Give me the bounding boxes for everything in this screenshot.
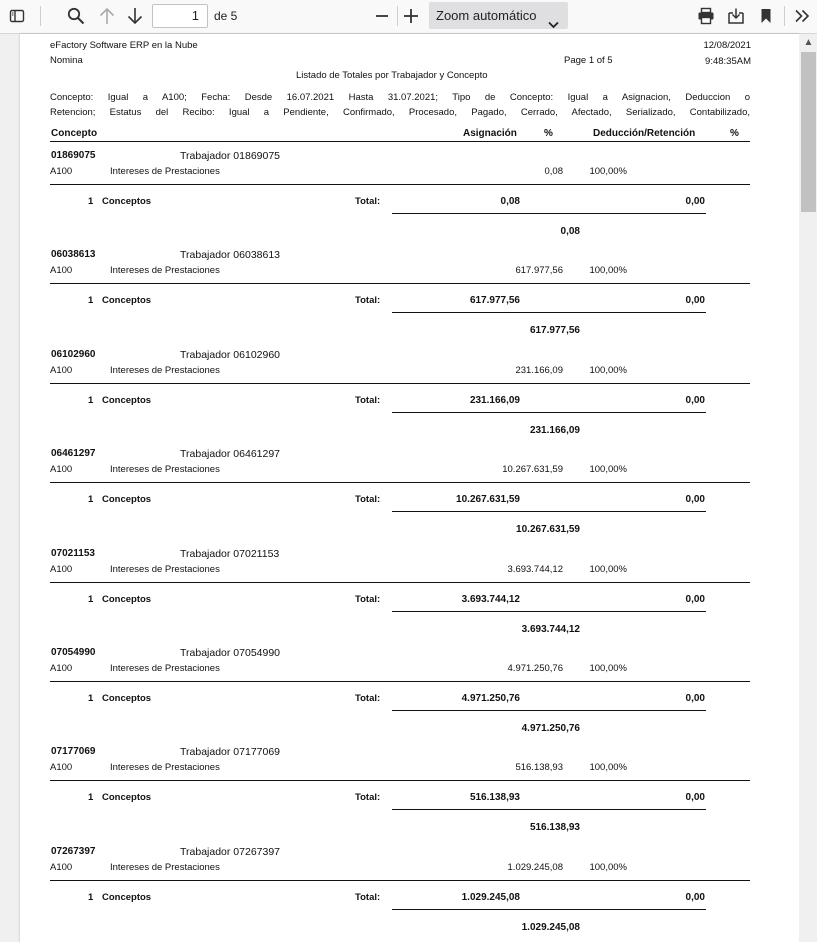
scrollbar-thumb[interactable]: [801, 52, 816, 212]
total-deduccion: 0,00: [685, 594, 705, 605]
worker-name: Trabajador 07021153: [180, 548, 280, 560]
pdf-page: [20, 34, 799, 942]
concept-amount: 516.138,93: [515, 762, 563, 773]
concept-amount: 1.029.245,08: [507, 862, 563, 873]
worker-code: 07267397: [51, 846, 96, 857]
total-deduccion: 0,00: [685, 295, 705, 306]
document-viewer: [0, 34, 817, 942]
concept-amount: 4.971.250,76: [507, 663, 563, 674]
worker-code: 07177069: [51, 746, 96, 757]
concept-count-label: Conceptos: [102, 792, 152, 803]
total-deduccion: 0,00: [685, 196, 705, 207]
arrow-down-icon[interactable]: [123, 3, 147, 29]
total-label: Total:: [355, 395, 381, 406]
total-label: Total:: [355, 693, 381, 704]
total-deduccion: 0,00: [685, 693, 705, 704]
group-rule: [50, 383, 750, 384]
concept-code: A100: [50, 564, 73, 575]
total-deduccion: 0,00: [685, 494, 705, 505]
worker-code: 01869075: [51, 150, 96, 161]
net-total: 4.971.250,76: [521, 723, 580, 734]
concept-amount: 617.977,56: [515, 265, 563, 276]
column-header-percent: %: [544, 128, 553, 139]
concept-percent: 100,00%: [589, 365, 627, 376]
zoom-out-icon[interactable]: [370, 3, 394, 29]
group-rule: [50, 283, 750, 284]
total-deduccion: 0,00: [685, 395, 705, 406]
concept-percent: 100,00%: [589, 265, 627, 276]
group-rule: [50, 880, 750, 881]
concept-count-label: Conceptos: [102, 196, 152, 207]
worker-name: Trabajador 01869075: [180, 150, 281, 162]
report-title: Listado de Totales por Trabajador y Concepto: [296, 70, 488, 81]
concept-code: A100: [50, 862, 73, 873]
concept-name: Intereses de Prestaciones: [110, 564, 220, 575]
total-asignacion: 617.977,56: [469, 295, 520, 306]
report-date: 12/08/2021: [703, 40, 751, 51]
page-number-input[interactable]: 1: [152, 4, 208, 28]
pdf-toolbar: [0, 0, 817, 34]
total-rule: [392, 611, 706, 612]
concept-count-label: Conceptos: [102, 594, 152, 605]
criteria-line: Concepto: Igual a A100; Fecha: Desde 16.07.2021 Hasta 31.07.2021; Tipo de Concepto: Igual a Asignacion, Deduccion o: [50, 92, 750, 103]
net-total: 1.029.245,08: [521, 922, 580, 933]
zoom-value: Zoom automático: [436, 8, 537, 23]
worker-name: Trabajador 06461297: [180, 448, 281, 460]
concept-amount: 0,08: [544, 166, 563, 177]
concept-code: A100: [50, 762, 73, 773]
total-label: Total:: [355, 295, 381, 306]
arrow-up-icon[interactable]: [95, 3, 119, 29]
total-rule: [392, 312, 706, 313]
concept-count-label: Conceptos: [102, 295, 152, 306]
concept-code: A100: [50, 464, 73, 475]
concept-percent: 100,00%: [589, 663, 627, 674]
concept-count-label: Conceptos: [102, 494, 152, 505]
net-total: 10.267.631,59: [516, 524, 580, 535]
worker-code: 06038613: [51, 249, 96, 260]
concept-count: 1: [88, 693, 94, 704]
worker-name: Trabajador 07267397: [180, 846, 281, 858]
concept-code: A100: [50, 265, 73, 276]
concept-count: 1: [88, 594, 94, 605]
concept-count: 1: [88, 395, 94, 406]
concept-name: Intereses de Prestaciones: [110, 265, 220, 276]
page-label: Page 1 of 5: [564, 55, 613, 66]
download-icon[interactable]: [724, 3, 748, 29]
concept-name: Intereses de Prestaciones: [110, 663, 220, 674]
total-rule: [392, 412, 706, 413]
concept-count: 1: [88, 892, 94, 903]
concept-percent: 100,00%: [589, 166, 627, 177]
total-asignacion: 231.166,09: [469, 395, 520, 406]
column-header-asignacion: Asignación: [463, 128, 517, 139]
concept-count: 1: [88, 792, 94, 803]
toolbar-divider: [784, 6, 785, 26]
zoom-in-icon[interactable]: [400, 3, 422, 29]
concept-count-label: Conceptos: [102, 395, 152, 406]
total-label: Total:: [355, 494, 381, 505]
zoom-select[interactable]: [429, 2, 568, 29]
worker-name: Trabajador 07054990: [180, 647, 281, 659]
concept-code: A100: [50, 663, 73, 674]
concept-percent: 100,00%: [589, 762, 627, 773]
total-rule: [392, 213, 706, 214]
group-rule: [50, 780, 750, 781]
search-icon[interactable]: [63, 3, 89, 29]
total-asignacion: 1.029.245,08: [461, 892, 520, 903]
net-total: 0,08: [560, 226, 580, 237]
worker-code: 07021153: [51, 548, 95, 559]
group-rule: [50, 582, 750, 583]
concept-amount: 10.267.631,59: [502, 464, 563, 475]
net-total: 617.977,56: [529, 325, 580, 336]
group-rule: [50, 681, 750, 682]
worker-name: Trabajador 07177069: [180, 746, 281, 758]
header-rule: [50, 141, 750, 142]
total-label: Total:: [355, 892, 381, 903]
total-asignacion: 3.693.744,12: [461, 594, 520, 605]
company-name: eFactory Software ERP en la Nube: [50, 40, 198, 51]
module-name: Nomina: [50, 55, 83, 66]
double-chevron-right-icon[interactable]: [790, 3, 814, 29]
concept-name: Intereses de Prestaciones: [110, 365, 220, 376]
net-total: 516.138,93: [529, 822, 580, 833]
criteria-line: Retencion; Estatus del Recibo: Igual a Pendiente, Confirmado, Procesado, Pagado, Cerrado, Afectado, Serializado, Contabilizado,: [50, 107, 750, 118]
total-rule: [392, 909, 706, 910]
sidebar-toggle-icon[interactable]: [4, 3, 30, 29]
concept-code: A100: [50, 365, 73, 376]
toolbar-divider: [40, 6, 41, 26]
column-header-concepto: Concepto: [51, 128, 98, 139]
total-deduccion: 0,00: [685, 892, 705, 903]
total-rule: [392, 809, 706, 810]
toolbar-divider: [397, 6, 398, 26]
concept-code: A100: [50, 166, 73, 177]
concept-count-label: Conceptos: [102, 892, 152, 903]
worker-name: Trabajador 06102960: [180, 349, 281, 361]
column-header-percent: %: [730, 128, 739, 139]
net-total: 3.693.744,12: [521, 624, 580, 635]
concept-percent: 100,00%: [589, 464, 627, 475]
group-rule: [50, 184, 750, 185]
concept-name: Intereses de Prestaciones: [110, 166, 220, 177]
total-asignacion: 4.971.250,76: [461, 693, 520, 704]
bookmark-icon[interactable]: [754, 3, 778, 29]
total-asignacion: 0,08: [500, 196, 520, 207]
concept-count: 1: [88, 295, 94, 306]
concept-name: Intereses de Prestaciones: [110, 862, 220, 873]
total-asignacion: 10.267.631,59: [456, 494, 520, 505]
total-deduccion: 0,00: [685, 792, 705, 803]
concept-name: Intereses de Prestaciones: [110, 762, 220, 773]
total-asignacion: 516.138,93: [469, 792, 520, 803]
page-count: de 5: [214, 9, 238, 23]
concept-amount: 3.693.744,12: [507, 564, 563, 575]
concept-percent: 100,00%: [589, 564, 627, 575]
report-time: 9:48:35AM: [705, 56, 751, 67]
total-label: Total:: [355, 792, 381, 803]
scroll-up-icon[interactable]: ▲: [803, 37, 814, 48]
concept-percent: 100,00%: [589, 862, 627, 873]
worker-name: Trabajador 06038613: [180, 249, 281, 261]
group-rule: [50, 482, 750, 483]
total-rule: [392, 511, 706, 512]
net-total: 231.166,09: [529, 425, 580, 436]
worker-code: 06461297: [51, 448, 96, 459]
column-header-deduccion: Deducción/Retención: [593, 128, 696, 139]
worker-code: 06102960: [51, 349, 96, 360]
concept-amount: 231.166,09: [515, 365, 563, 376]
total-label: Total:: [355, 594, 381, 605]
concept-count-label: Conceptos: [102, 693, 152, 704]
print-icon[interactable]: [694, 3, 718, 29]
worker-code: 07054990: [51, 647, 96, 658]
concept-name: Intereses de Prestaciones: [110, 464, 220, 475]
total-label: Total:: [355, 196, 381, 207]
concept-count: 1: [88, 196, 94, 207]
total-rule: [392, 710, 706, 711]
concept-count: 1: [88, 494, 94, 505]
